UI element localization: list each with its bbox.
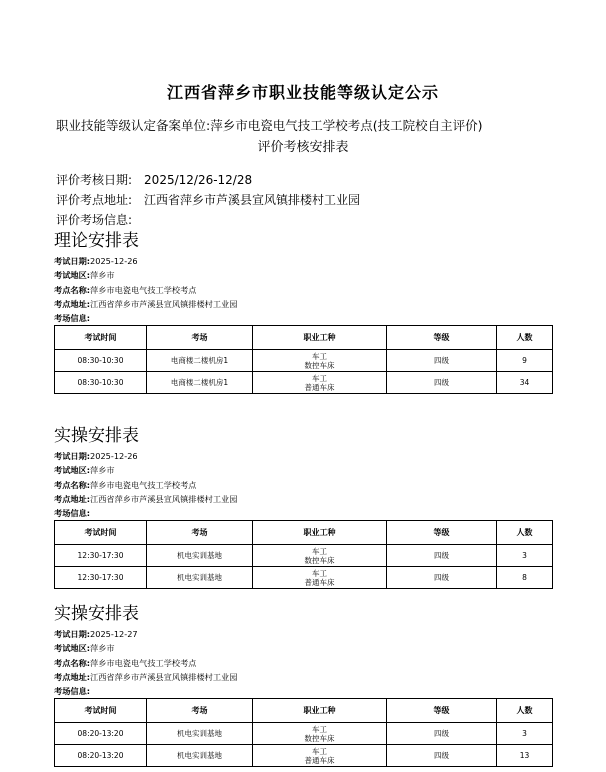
meta-address: 考点地址:江西省萍乡市芦溪县宣风镇排楼村工业园: [54, 493, 238, 504]
meta-site: 考点名称:萍乡市电瓷电气技工学校考点: [54, 479, 197, 490]
cell-room: 机电实训基地: [147, 545, 253, 567]
section-title: 实操安排表: [54, 426, 139, 446]
cell-count: 9: [497, 350, 553, 372]
info-value: 江西省萍乡市芦溪县宣风镇排楼村工业园: [144, 193, 361, 207]
header-job: 职业工种: [253, 699, 387, 723]
section-title: 理论安排表: [54, 231, 139, 251]
meta-date: 考试日期:2025-12-27: [54, 629, 138, 639]
meta-address: 考点地址:江西省萍乡市芦溪县宣风镇排楼村工业园: [54, 298, 238, 309]
header-job: 职业工种: [253, 326, 387, 350]
info-exam-address: [56, 191, 360, 208]
cell-level: 四级: [387, 350, 497, 372]
cell-time: 12:30-17:30: [55, 567, 147, 589]
cell-level: 四级: [387, 723, 497, 745]
cell-level: 四级: [387, 745, 497, 767]
table-header-row: [55, 326, 553, 350]
schedule-table: [54, 520, 553, 589]
schedule-table: [54, 325, 553, 394]
registration-unit: 职业技能等级认定备案单位:萍乡市电瓷电气技工学校考点(技工院校自主评价): [56, 118, 483, 133]
cell-time: 08:20-13:20: [55, 723, 147, 745]
header-time: 考试时间: [55, 521, 147, 545]
header-room: 考场: [147, 521, 253, 545]
meta-date: 考试日期:2025-12-26: [54, 256, 138, 266]
info-exam-room: [56, 211, 144, 228]
cell-job: 车工 数控车床: [253, 545, 387, 567]
cell-time: 08:20-13:20: [55, 745, 147, 767]
cell-job: 车工 普通车床: [253, 567, 387, 589]
cell-count: 34: [497, 372, 553, 394]
cell-job: 车工 数控车床: [253, 723, 387, 745]
meta-date: 考试日期:2025-12-26: [54, 451, 138, 461]
section-practical-2: [54, 603, 552, 767]
cell-room: 机电实训基地: [147, 723, 253, 745]
header-level: 等级: [387, 521, 497, 545]
header-room: 考场: [147, 326, 253, 350]
cell-count: 3: [497, 723, 553, 745]
header-time: 考试时间: [55, 326, 147, 350]
info-label: 评价考核日期:: [56, 173, 133, 187]
cell-count: 13: [497, 745, 553, 767]
cell-level: 四级: [387, 545, 497, 567]
header-room: 考场: [147, 699, 253, 723]
cell-count: 3: [497, 545, 553, 567]
cell-time: 08:30-10:30: [55, 372, 147, 394]
cell-time: 12:30-17:30: [55, 545, 147, 567]
cell-room: 电商楼二楼机房1: [147, 350, 253, 372]
table-header-row: [55, 521, 553, 545]
table-row: [55, 545, 553, 567]
meta-region: 考试地区:萍乡市: [54, 465, 115, 476]
table-row: [55, 567, 553, 589]
meta-room-info: 考场信息:: [54, 686, 91, 697]
schedule-table: [54, 698, 553, 767]
info-exam-date: [56, 171, 252, 188]
header-count: 人数: [497, 699, 553, 723]
page-subtitle: 评价考核安排表: [257, 140, 349, 155]
info-label: 评价考点地址:: [56, 193, 133, 207]
cell-time: 08:30-10:30: [55, 350, 147, 372]
meta-region: 考试地区:萍乡市: [54, 270, 115, 281]
info-label: 评价考场信息:: [56, 213, 133, 227]
header-count: 人数: [497, 326, 553, 350]
meta-room-info: 考场信息:: [54, 313, 91, 324]
section-practical-1: [54, 425, 552, 589]
meta-site: 考点名称:萍乡市电瓷电气技工学校考点: [54, 284, 197, 295]
table-header-row: [55, 699, 553, 723]
meta-address: 考点地址:江西省萍乡市芦溪县宣风镇排楼村工业园: [54, 671, 238, 682]
cell-count: 8: [497, 567, 553, 589]
cell-job: 车工 普通车床: [253, 745, 387, 767]
header-level: 等级: [387, 326, 497, 350]
table-row: [55, 723, 553, 745]
table-row: [55, 745, 553, 767]
cell-job: 车工 数控车床: [253, 350, 387, 372]
header-time: 考试时间: [55, 699, 147, 723]
cell-level: 四级: [387, 567, 497, 589]
info-value: 2025/12/26-12/28: [144, 173, 253, 187]
section-theory: [54, 230, 552, 394]
header-count: 人数: [497, 521, 553, 545]
cell-room: 电商楼二楼机房1: [147, 372, 253, 394]
page-title: 江西省萍乡市职业技能等级认定公示: [166, 83, 439, 102]
meta-room-info: 考场信息:: [54, 508, 91, 519]
meta-site: 考点名称:萍乡市电瓷电气技工学校考点: [54, 657, 197, 668]
table-row: [55, 372, 553, 394]
header-level: 等级: [387, 699, 497, 723]
cell-room: 机电实训基地: [147, 745, 253, 767]
cell-job: 车工 普通车床: [253, 372, 387, 394]
cell-room: 机电实训基地: [147, 567, 253, 589]
section-title: 实操安排表: [54, 604, 139, 624]
table-row: [55, 350, 553, 372]
meta-region: 考试地区:萍乡市: [54, 643, 115, 654]
header-job: 职业工种: [253, 521, 387, 545]
cell-level: 四级: [387, 372, 497, 394]
